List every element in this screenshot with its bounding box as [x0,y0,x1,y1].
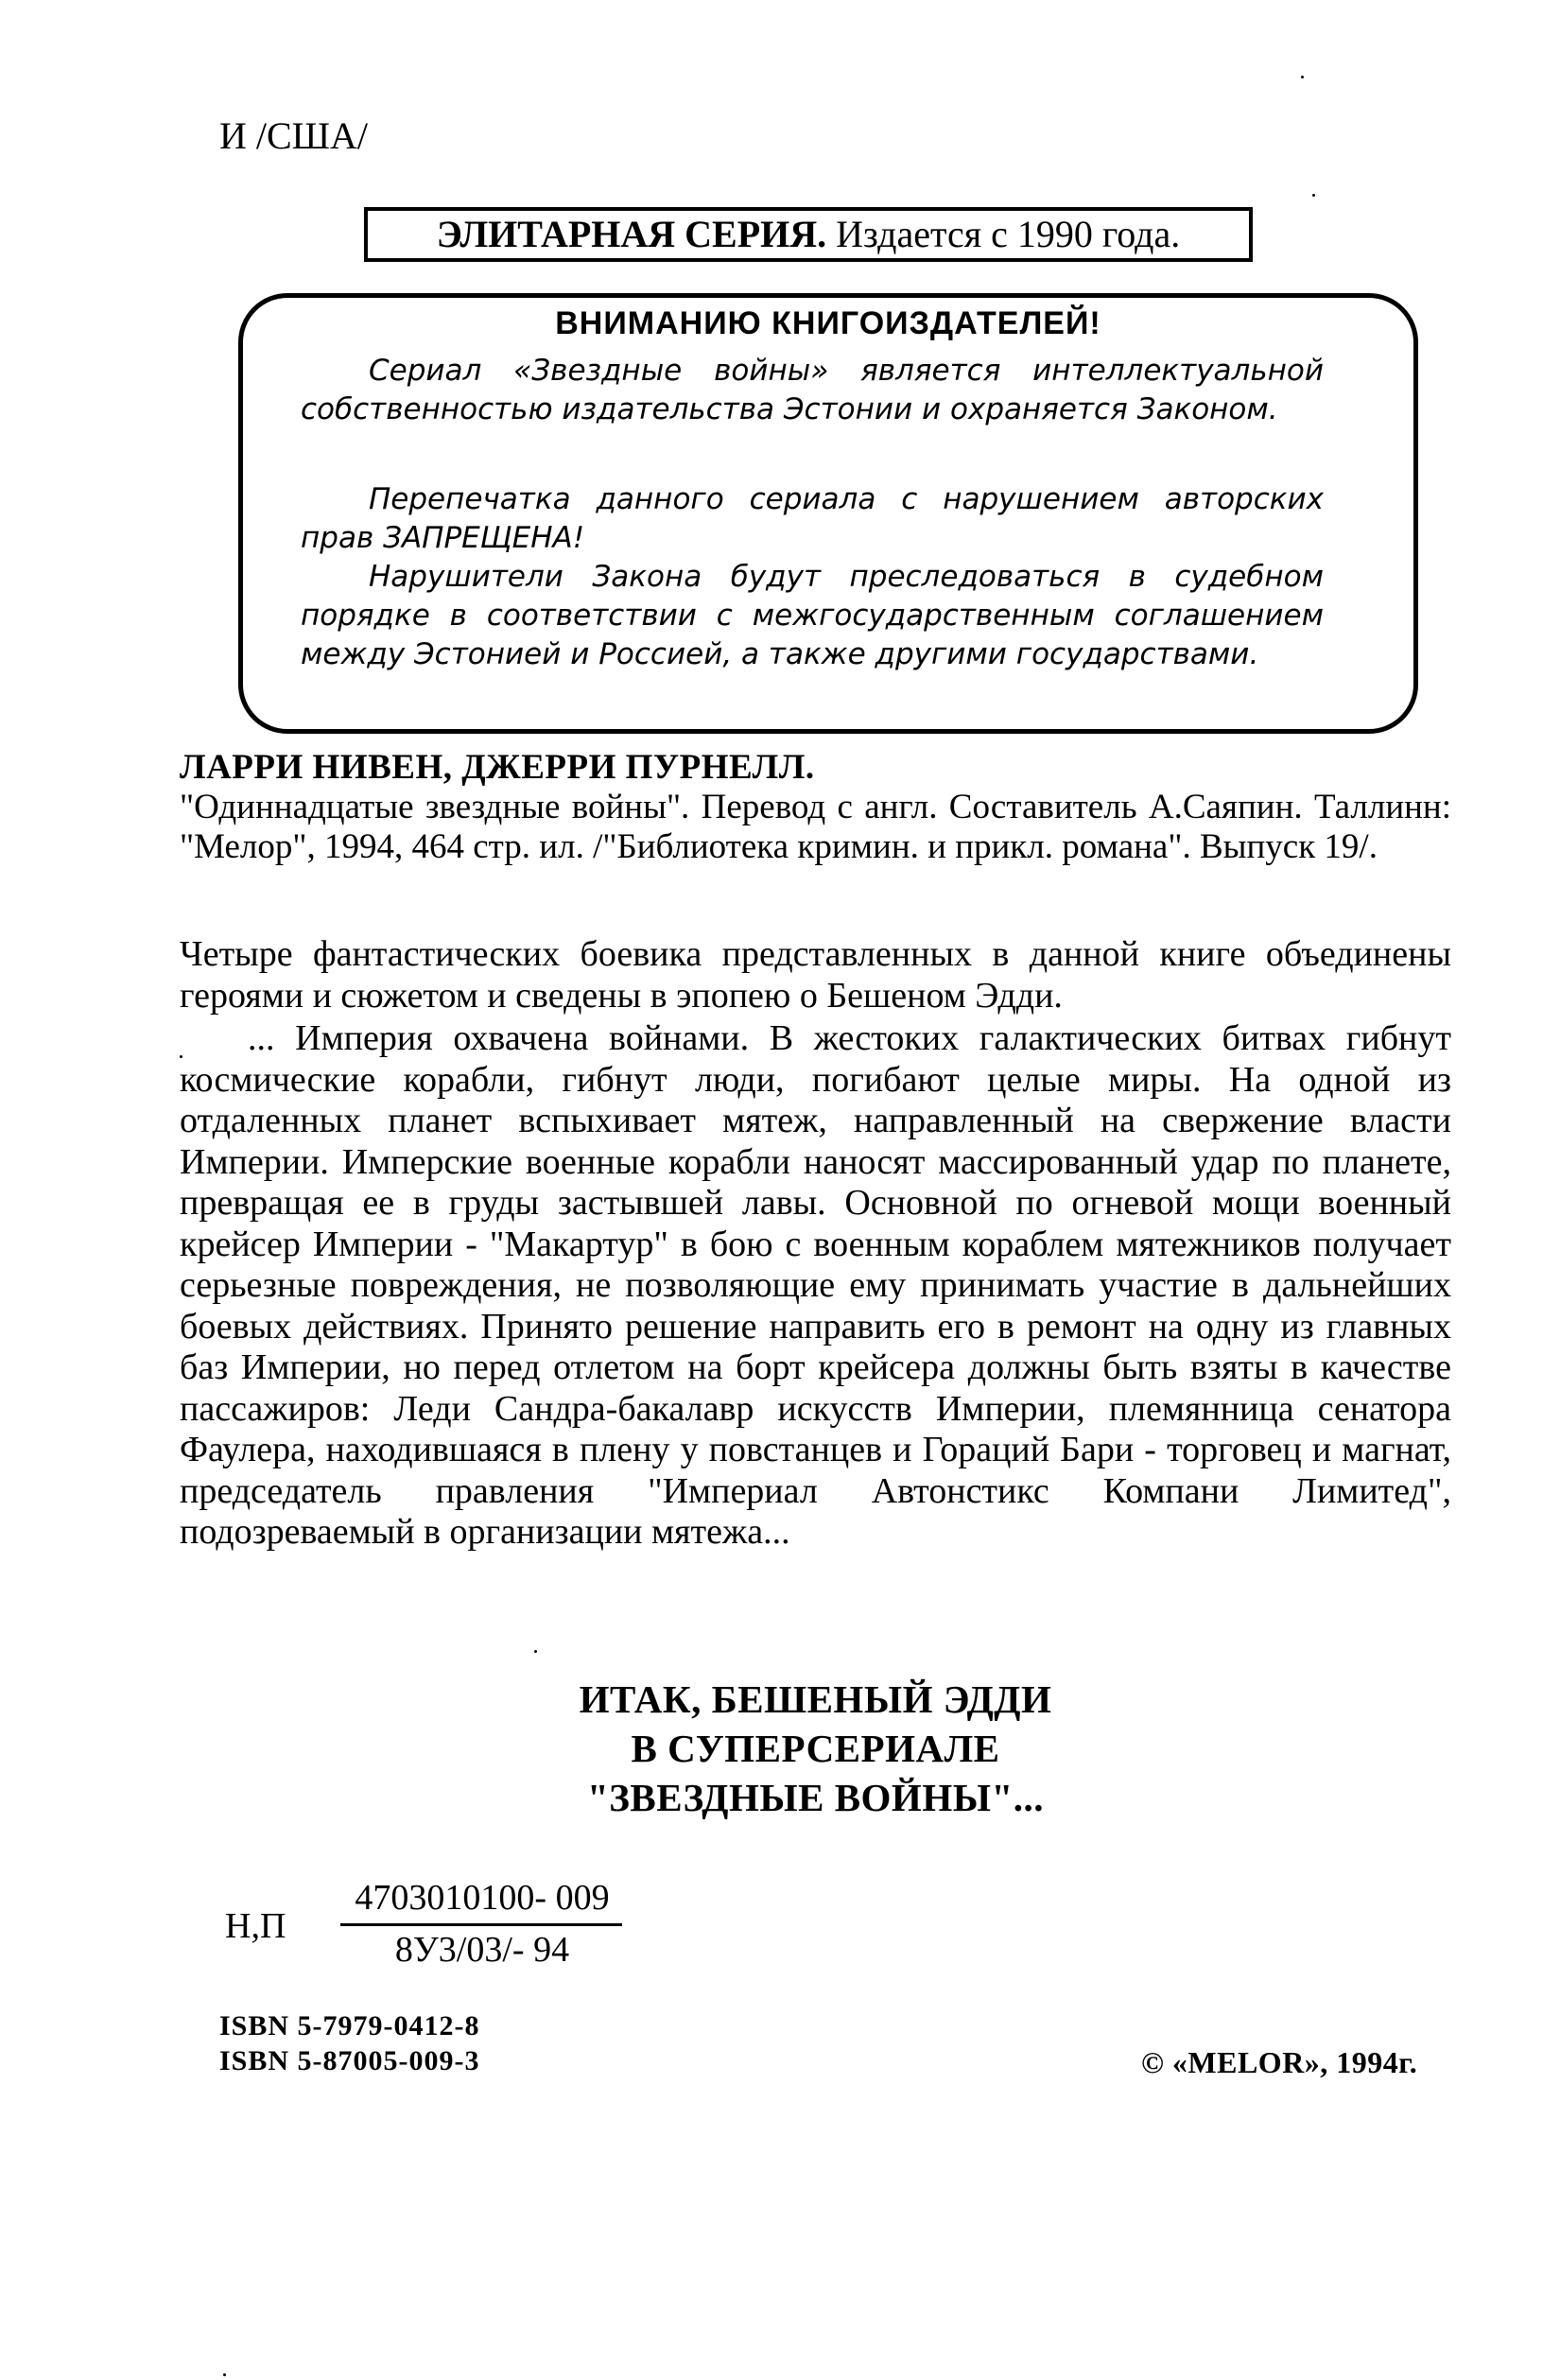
scan-speck [534,1650,537,1653]
annotation-plot-text: ... Империя охвачена войнами. В жестоких галактических битвах гибнут космические корабли, гибнут люди, погибают целые миры. На одной из отдаленных планет вспыхивает мятеж, направленный на свержение власти Империи. Имперские военные корабли наносят массированный удар по планете, превращая ее в груды застывшей лавы. Основной по огневой мощи военный крейсер Империи - "Макартур" в бою с военным кораблем мятежников получает серьезные повреждения, не позволяющие ему принимать участие в дальнейших боевых действиях. Принято решение направить его в ремонт на одну из главных баз Империи, но перед отлетом на борт крейсера должны быть взяты в качестве пассажиров: Леди Сандра-бакалавр искусств Империи, племянница сенатора Фаулера, находившаяся в плену у повстанцев и Гораций Бари - торговец и магнат, председатель правления "Империал Автонстикс Компани Лимитед", подозреваемый в организации мятежа... [180,1018,1451,1552]
catalog-code-numerator: 4703010100- 009 [355,1878,610,1918]
annotation-paragraph-plot [180,1018,1451,1554]
book-authors: ЛАРРИ НИВЕН, ДЖЕРРИ ПУРНЕЛЛ. [180,748,815,787]
notice-title: ВНИМАНИЮ КНИГОИЗДАТЕЛЕЙ! [555,305,1101,341]
notice-paragraph-prosecution: Нарушители Закона будут преследоваться в судебном порядке в соответствии с межгосударственным соглашением между Эстонией и Россией, а также другими государствами. [301,560,1324,671]
bibliographic-description: "Одиннадцатые звездные войны". Перевод с англ. Составитель А.Саяпин. Таллинн: "Мелор", 1994, 464 стр. ил. /"Библиотека кримин. и прикл. романа". Выпуск 19/. [180,788,1451,866]
closing-title-block [180,1675,1451,1822]
scan-speck [223,2373,226,2376]
closing-title-line-2: В СУПЕРСЕРИАЛЕ [631,1727,1000,1770]
isbn-line-1: ISBN 5-7979-0412-8 [219,2010,480,2041]
series-since: Издается с 1990 года. [836,213,1181,255]
scan-speck [1301,76,1304,78]
catalog-code-denominator: 8У3/03/- 94 [394,1930,570,1970]
notice-paragraph-prohibition: Перепечатка данного сериала с нарушением авторских прав ЗАПРЕЩЕНА! [301,482,1324,555]
annotation-paragraph-intro: Четыре фантастических боевика представленных в данной книге объединены героями и сюжетом и сведены в эпопею о Бешеном Эдди. [180,934,1451,1016]
scan-speck [1312,194,1315,197]
series-name: ЭЛИТАРНАЯ СЕРИЯ. [436,213,827,255]
closing-title-line-1: ИТАК, БЕШЕНЫЙ ЭДДИ [579,1677,1052,1721]
notice-paragraph-copyright: Сериал «Звездные войны» является интеллектуальной собственностью издательства Эстонии и охраняется Законом. [301,354,1324,426]
copyright-notice: © «MELOR», 1994г. [1141,2045,1418,2079]
header-origin-label: И /США/ [219,114,369,157]
catalog-code-prefix: Н,П [225,1906,286,1946]
series-box [364,207,1253,262]
isbn-line-2: ISBN 5-87005-009-3 [219,2045,480,2076]
closing-title-line-3: "ЗВЕЗДНЫЕ ВОЙНЫ"... [587,1776,1044,1819]
scan-speck [180,1055,182,1058]
catalog-code-fraction-line [340,1923,622,1926]
